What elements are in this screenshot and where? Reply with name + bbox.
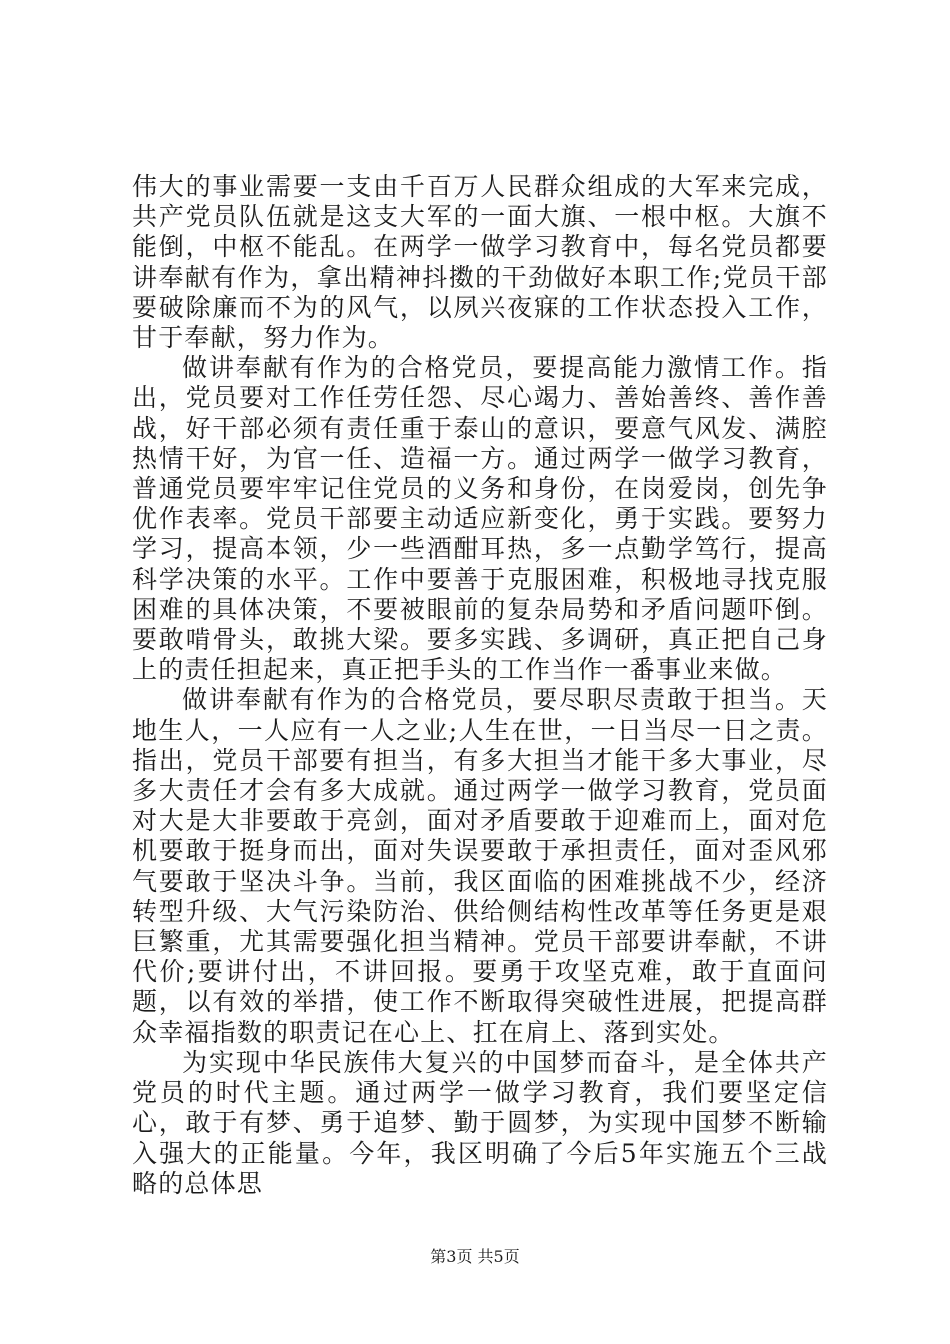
page-number-footer: 第3页 共5页	[430, 1247, 520, 1266]
document-body	[132, 172, 828, 1199]
paragraph-1: 伟大的事业需要一支由千百万人民群众组成的大军来完成，共产党员队伍就是这支大军的一面大旗、一根中枢。大旗不能倒，中枢不能乱。在两学一做学习教育中，每名党员都要讲奉献有作为，拿出精神抖擞的干劲做好本职工作;党员干部要破除廉而不为的风气，以夙兴夜寐的工作状态投入工作，甘于奉献，努力作为。	[132, 172, 828, 353]
paragraph-4: 为实现中华民族伟大复兴的中国梦而奋斗，是全体共产党员的时代主题。通过两学一做学习教育，我们要坚定信心，敢于有梦、勇于追梦、勤于圆梦，为实现中国梦不断输入强大的正能量。今年，我区明确了今后5年实施五个三战略的总体思	[132, 1047, 828, 1198]
paragraph-2: 做讲奉献有作为的合格党员，要提高能力激情工作。指出，党员要对工作任劳任怨、尽心竭力、善始善终、善作善战，好干部必须有责任重于泰山的意识，要意气风发、满腔热情干好，为官一任、造福一方。通过两学一做学习教育，普通党员要牢牢记住党员的义务和身份，在岗爱岗，创先争优作表率。党员干部要主动适应新变化，勇于实践。要努力学习，提高本领，少一些酒酣耳热，多一点勤学笃行，提高科学决策的水平。工作中要善于克服困难，积极地寻找克服困难的具体决策，不要被眼前的复杂局势和矛盾问题吓倒。要敢啃骨头，敢挑大梁。要多实践、多调研，真正把自己身上的责任担起来，真正把手头的工作当作一番事业来做。	[132, 353, 828, 685]
paragraph-3: 做讲奉献有作为的合格党员，要尽职尽责敢于担当。天地生人，一人应有一人之业;人生在世，一日当尽一日之责。指出，党员干部要有担当，有多大担当才能干多大事业，尽多大责任才会有多大成就。通过两学一做学习教育，党员面对大是大非要敢于亮剑，面对矛盾要敢于迎难而上，面对危机要敢于挺身而出，面对失误要敢于承担责任，面对歪风邪气要敢于坚决斗争。当前，我区面临的困难挑战不少，经济转型升级、大气污染防治、供给侧结构性改革等任务更是艰巨繁重，尤其需要强化担当精神。党员干部要讲奉献，不讲代价;要讲付出，不讲回报。要勇于攻坚克难，敢于直面问题，以有效的举措，使工作不断取得突破性进展，把提高群众幸福指数的职责记在心上、扛在肩上、落到实处。	[132, 685, 828, 1047]
